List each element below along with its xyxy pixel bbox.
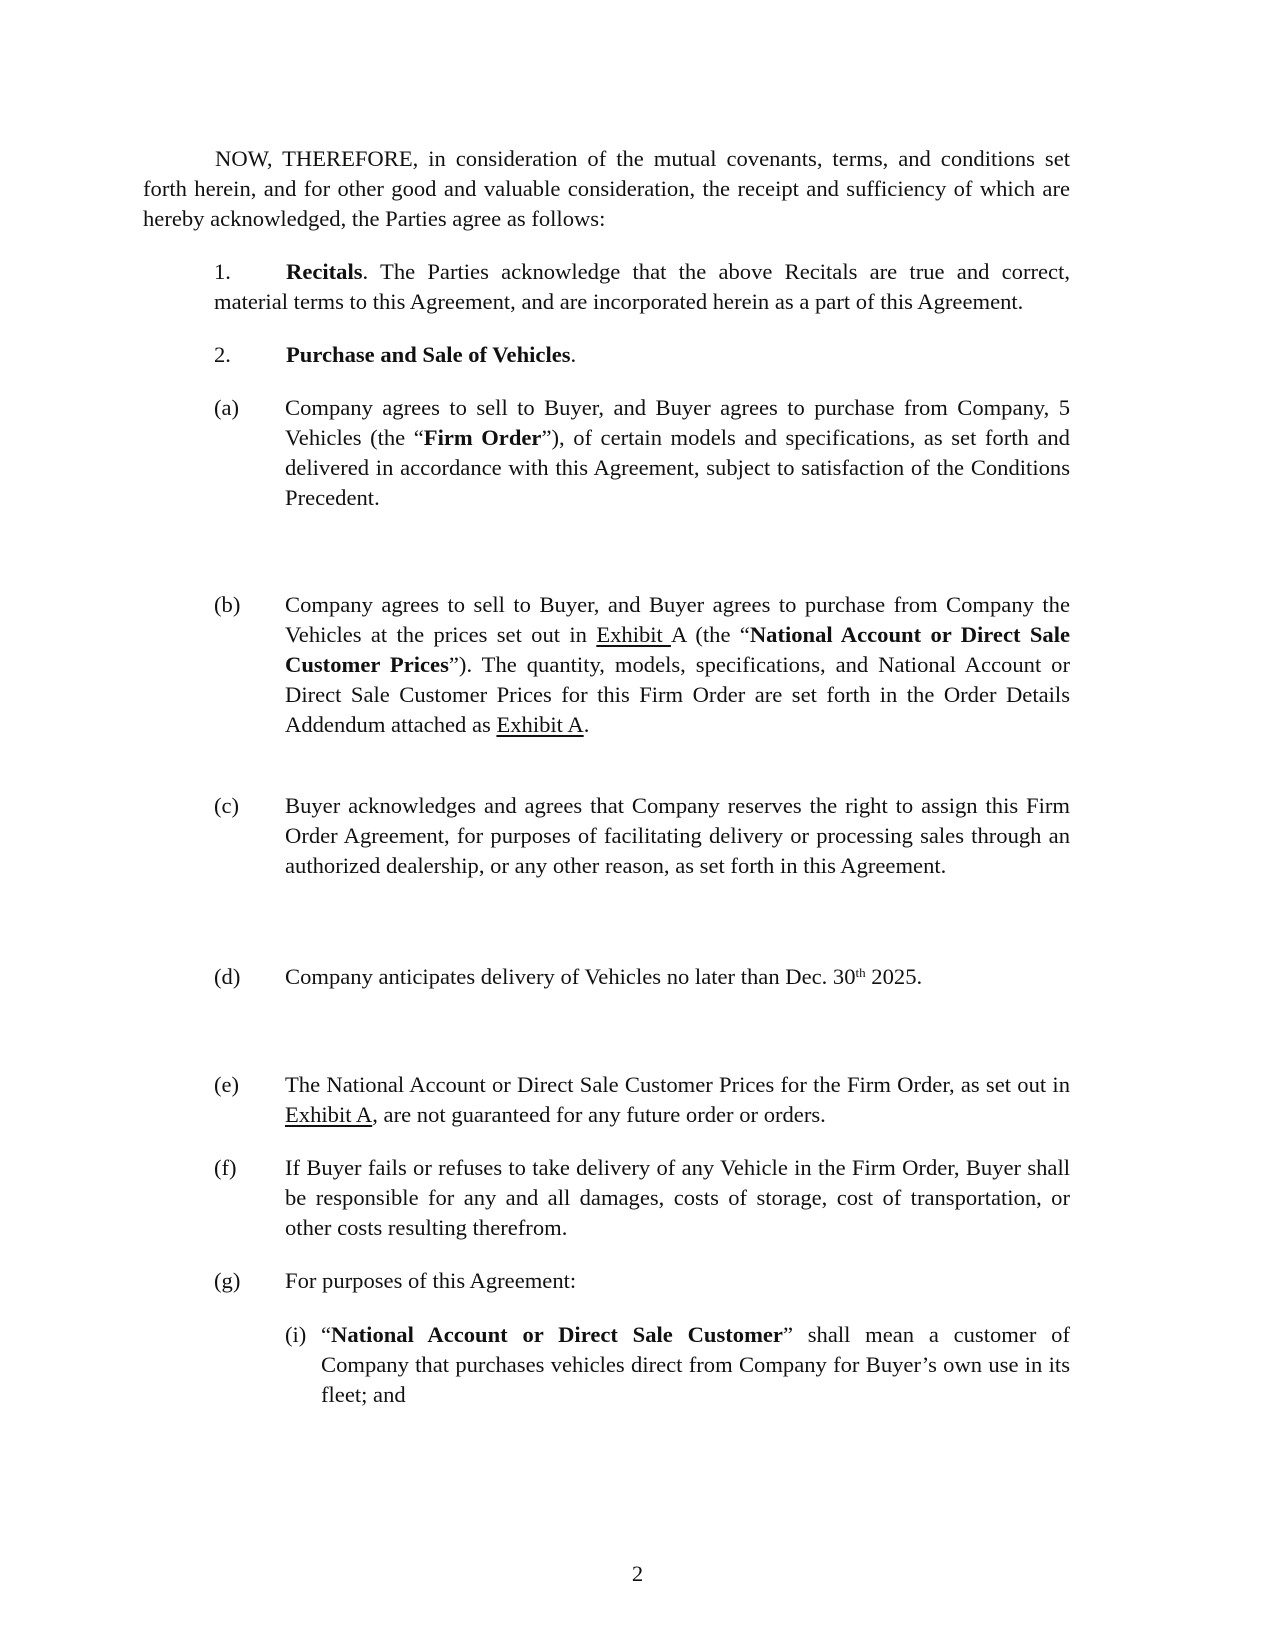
section-1-recitals bbox=[214, 257, 1070, 317]
prices-term: National Account or Direct Sale Customer Prices bbox=[285, 622, 1070, 677]
exhibit-a-link[interactable]: Exhibit A bbox=[496, 712, 584, 737]
item-b-text: Company agrees to sell to Buyer, and Buyer agrees to purchase from Company the Vehicles at the prices set out in Exhibit A (the “National Account or Direct Sale Customer Prices”). The quantity, models, specifications, and National Account or Direct Sale Customer Prices for this Firm Order are set forth in the Order Details Addendum attached as Exhibit A. bbox=[285, 592, 1071, 737]
item-c-text: Buyer acknowledges and agrees that Company reserves the right to assign this Firm Order Agreement, for purposes of facilitating delivery or processing sales through an authorized dealership, or any other reason, as set forth in this Agreement. bbox=[285, 793, 1070, 878]
item-d-label: (d) bbox=[214, 964, 241, 989]
item-e-text: The National Account or Direct Sale Customer Prices for the Firm Order, as set out in Exhibit A, are not guaranteed for any future order or orders. bbox=[285, 1072, 1070, 1127]
item-b-label: (b) bbox=[214, 592, 241, 617]
customer-term: National Account or Direct Sale Customer bbox=[331, 1322, 783, 1347]
item-a-text: Company agrees to sell to Buyer, and Buyer agrees to purchase from Company, 5 Vehicles (the “Firm Order”), of certain models and specifications, as set forth and delivered in accordance with this Agreement, subject to satisfaction of the Conditions Precedent. bbox=[285, 395, 1070, 510]
item-g-label: (g) bbox=[214, 1268, 241, 1293]
section-1-heading: Recitals bbox=[286, 259, 363, 284]
ordinal-suffix: th bbox=[855, 965, 866, 980]
item-g-i-text: “National Account or Direct Sale Customer” shall mean a customer of Company that purchases vehicles direct from Company for Buyer’s own use in its fleet; and bbox=[321, 1322, 1070, 1407]
exhibit-a-link[interactable]: Exhibit bbox=[596, 622, 671, 647]
item-g-text: For purposes of this Agreement: bbox=[285, 1268, 577, 1293]
section-1-number: 1. bbox=[214, 259, 231, 284]
page-number: 2 bbox=[631, 1561, 644, 1586]
section-2-number: 2. bbox=[214, 342, 231, 367]
section-2-heading: Purchase and Sale of Vehicles bbox=[286, 342, 571, 367]
item-a-label: (a) bbox=[214, 395, 240, 420]
preamble-text: NOW, THEREFORE, in consideration of the mutual covenants, terms, and conditions set forth herein, and for other good and valuable consideration, the receipt and sufficiency of which are hereby acknowledged, the Parties agree as follows: bbox=[143, 146, 1070, 231]
item-d-text: Company anticipates delivery of Vehicles no later than Dec. 30th 2025. bbox=[285, 964, 923, 989]
item-g-i-label: (i) bbox=[285, 1322, 307, 1347]
section-2-heading-line: 2. Purchase and Sale of Vehicles. bbox=[214, 340, 1070, 370]
firm-order-term: Firm Order bbox=[423, 425, 542, 450]
section-1-text: . The Parties acknowledge that the above Recitals are true and correct, material terms to this Agreement, and are incorporated herein as a part of this Agreement. bbox=[214, 259, 1070, 314]
item-c-label: (c) bbox=[214, 793, 240, 818]
item-f-text: If Buyer fails or refuses to take delivery of any Vehicle in the Firm Order, Buyer shall be responsible for any and all damages, costs of storage, cost of transportation, or other costs resulting therefrom. bbox=[285, 1155, 1070, 1240]
item-e-label: (e) bbox=[214, 1072, 240, 1097]
exhibit-a-link[interactable]: Exhibit A bbox=[285, 1102, 373, 1127]
item-f-label: (f) bbox=[214, 1155, 237, 1180]
preamble-paragraph bbox=[143, 144, 1070, 234]
